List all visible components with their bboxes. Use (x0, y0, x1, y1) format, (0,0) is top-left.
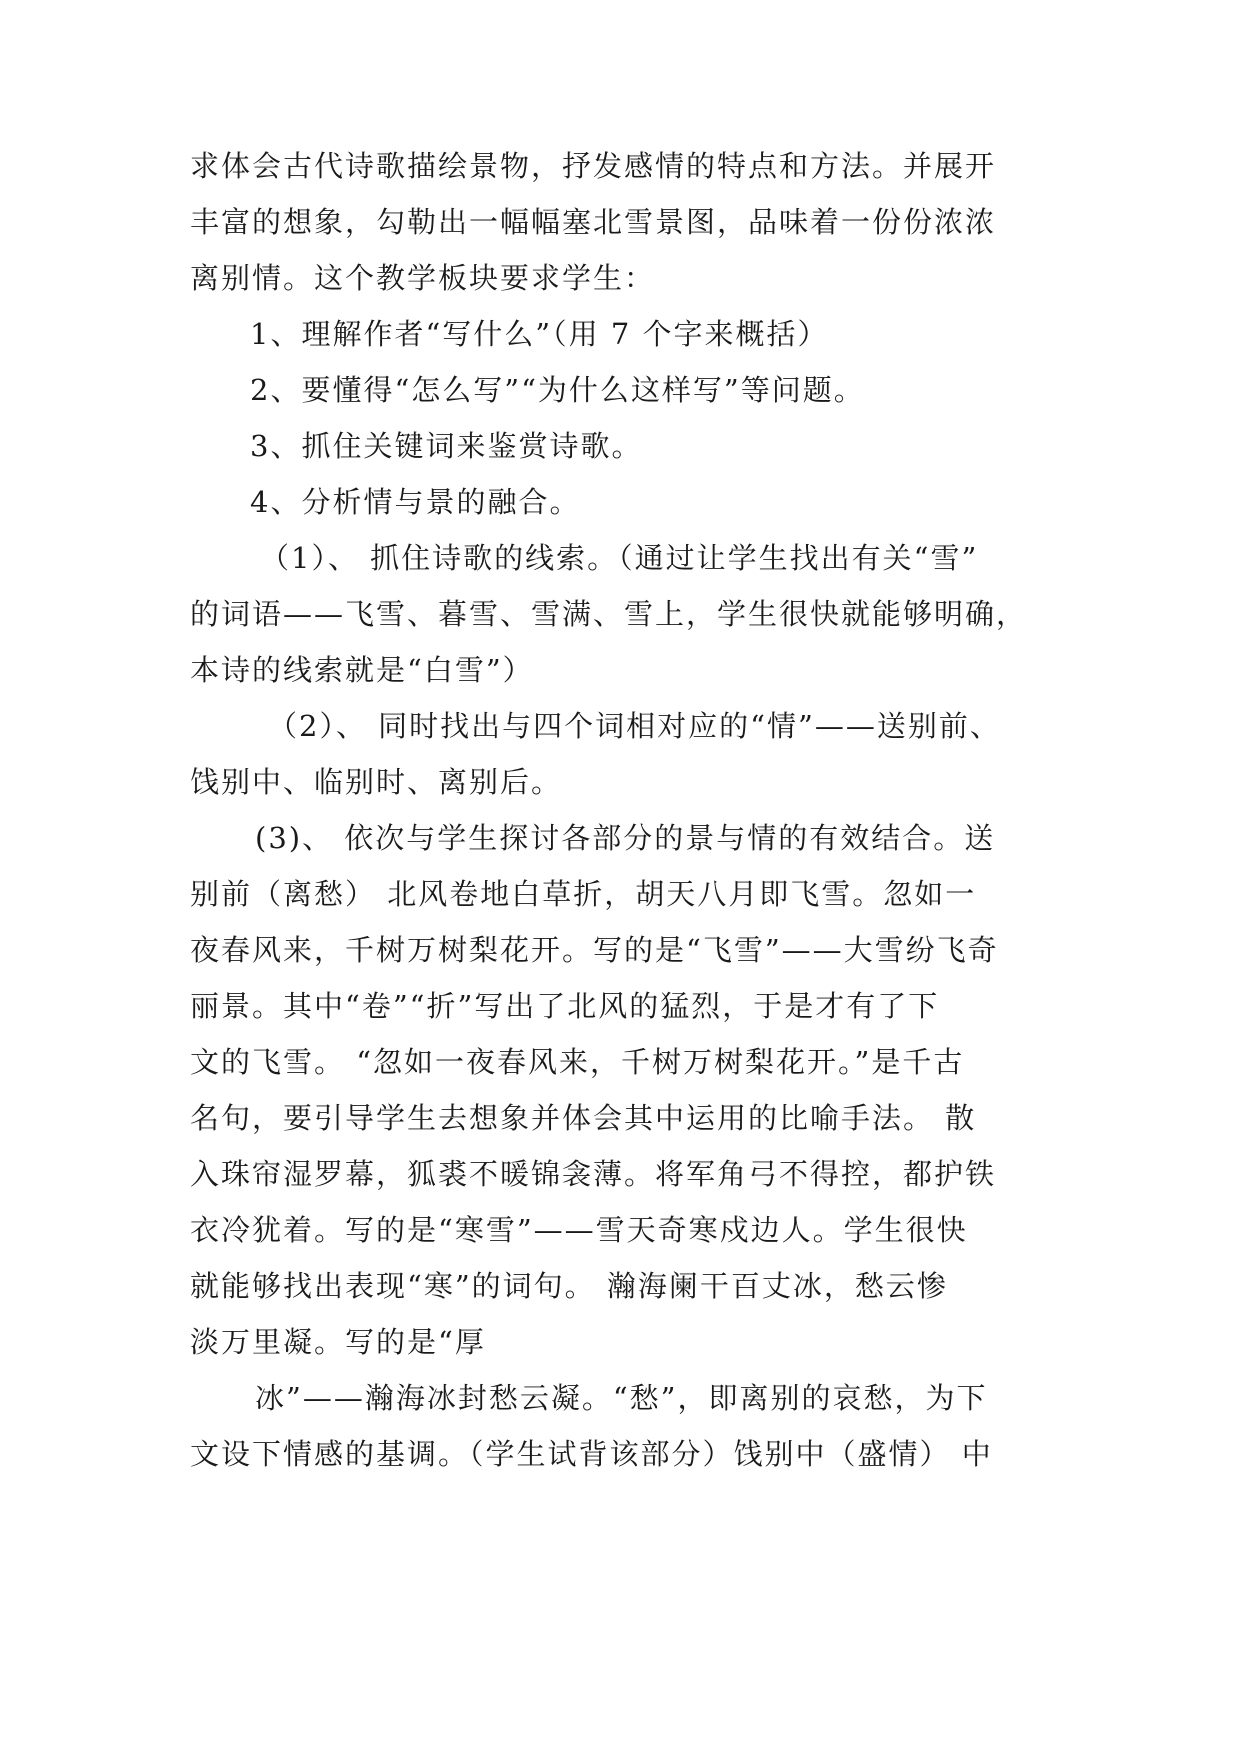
text-line: 入珠帘湿罗幕，狐裘不暖锦衾薄。将军角弓不得控，都护铁 (190, 1157, 997, 1191)
list-item: 3、抓住关键词来鉴赏诗歌。 (250, 429, 643, 463)
text-line: 求体会古代诗歌描绘景物，抒发感情的特点和方法。并展开 (190, 149, 997, 183)
sub-item: （1）、 抓住诗歌的线索。（通过让学生找出有关“雪” (260, 541, 979, 575)
list-item: 1、理解作者“写什么”（用 7 个字来概括） (250, 317, 829, 351)
text-line: 丽景。其中“卷”“折”写出了北风的猛烈，于是才有了下 (190, 989, 940, 1023)
text-line: 丰富的想象，勾勒出一幅幅塞北雪景图，品味着一份份浓浓 (190, 205, 997, 239)
text-line: 的词语——飞雪、暮雪、雪满、雪上，学生很快就能够明确， (190, 597, 1028, 631)
text-line: 夜春风来，千树万树梨花开。写的是“飞雪”——大雪纷飞奇 (190, 933, 999, 967)
text-line: 就能够找出表现“寒”的词句。 瀚海阑干百丈冰，愁云惨 (190, 1269, 948, 1303)
text-line: 文的飞雪。 “忽如一夜春风来，千树万树梨花开。”是千古 (190, 1045, 965, 1079)
list-item: 4、分析情与景的融合。 (250, 485, 581, 519)
text-line: 饯别中、临别时、离别后。 (190, 765, 563, 799)
text-line: 文设下情感的基调。（学生试背该部分）饯别中（盛情） 中 (190, 1437, 993, 1471)
text-line: 别前（离愁） 北风卷地白草折，胡天八月即飞雪。忽如一 (190, 877, 977, 911)
text-line: 本诗的线索就是“白雪”） (190, 653, 534, 687)
text-line: 淡万里凝。写的是“厚 (190, 1325, 486, 1359)
text-line: 名句，要引导学生去想象并体会其中运用的比喻手法。 散 (190, 1101, 977, 1135)
sub-item: （2）、 同时找出与四个词相对应的“情”——送别前、 (268, 709, 1001, 743)
text-line: 离别情。这个教学板块要求学生： (190, 261, 656, 295)
text-line: 冰”——瀚海冰封愁云凝。“愁”，即离别的哀愁，为下 (255, 1381, 988, 1415)
text-line: 衣冷犹着。写的是“寒雪”——雪天奇寒戍边人。学生很快 (190, 1213, 968, 1247)
list-item: 2、要懂得“怎么写”“为什么这样写”等问题。 (250, 373, 865, 407)
sub-item: (3)、 依次与学生探讨各部分的景与情的有效结合。送 (255, 821, 996, 855)
